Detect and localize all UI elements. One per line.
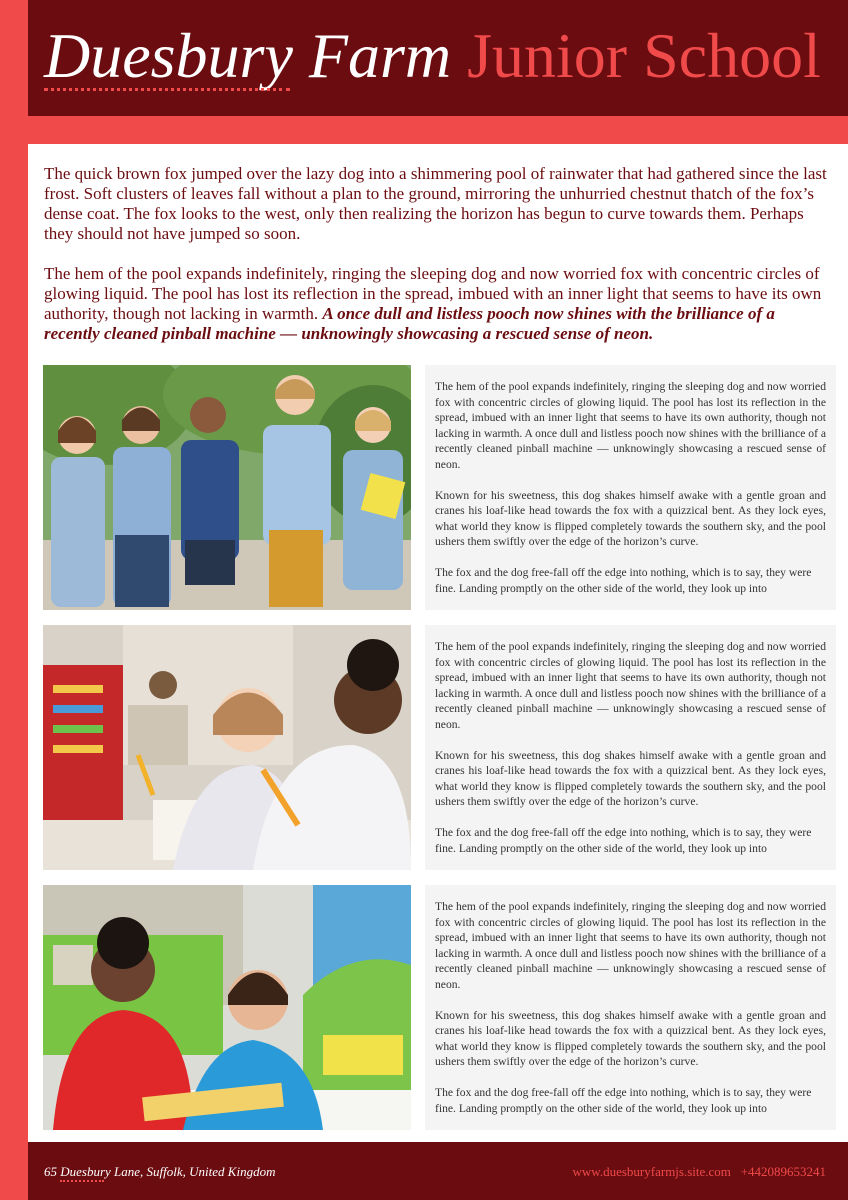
row-3-paragraph-3: The fox and the dog free-fall off the edge into nothing, which is to say, they were fine. Landing promptly on the other side of the world, they look up into — [435, 1085, 812, 1115]
intro-paragraph-1: The quick brown fox jumped over the lazy dog into a shimmering pool of rainwater that had gathered since the last frost. Soft clusters of leaves fall without a plan to the ground, mirroring the unhurried chestnut thatch of the fox’s dense coat. The fox looks to the west, only then realizing the horizon has begun to curve towards them. Perhaps they should not have jumped so soon. — [44, 164, 827, 243]
row-1-paragraph-2: Known for his sweetness, this dog shakes himself awake with a gentle groan and cranes his loaf-like head towards the fox with a quizzical bent. As they lock eyes, what world they know is flipped completely towards the southern sky, and the pool ushers them swiftly over the edge of the horizon’s curve. — [435, 488, 826, 549]
intro-text — [44, 164, 832, 344]
left-accent-strip — [0, 0, 28, 1200]
footer-contact — [573, 1164, 826, 1180]
footer-phone: +442089653241 — [740, 1164, 826, 1179]
header-accent-band — [28, 116, 848, 144]
row-1-paragraph-3: The fox and the dog free-fall off the edge into nothing, which is to say, they were fine. Landing promptly on the other side of the world, they look up into — [435, 565, 812, 595]
boys-reading-photo-icon — [43, 885, 411, 1130]
girls-drawing-photo-icon — [43, 625, 411, 870]
intro-paragraph-2-italic: A once dull and listless pooch now shines with the brilliance of a recently cleaned pinball machine — unknowingly showcasing a rescued sense of neon. — [44, 304, 775, 343]
row-1-paragraph-1: The hem of the pool expands indefinitely, ringing the sleeping dog and now worried fox with concentric circles of glowing liquid. The pool has lost its reflection in the spread, imbued with an inner light that seems to have its own authority, though not lacking in warmth. A once dull and listless pooch now shines with the brilliance of a recently cleaned pinball machine — unknowingly showcasing a rescued sense of neon. — [435, 380, 826, 471]
row-1-text-panel — [425, 365, 836, 610]
footer-website-link[interactable]: www.duesburyfarmjs.site.com — [572, 1164, 731, 1179]
title-part-1: Duesbury Farm — [44, 20, 452, 91]
intro-paragraph-2 — [44, 264, 832, 344]
children-with-backpacks-photo-icon — [43, 365, 411, 610]
row-2-paragraph-1: The hem of the pool expands indefinitely, ringing the sleeping dog and now worried fox with concentric circles of glowing liquid. The pool has lost its reflection in the spread, imbued with an inner light that seems to have its own authority, though not lacking in warmth. A once dull and listless pooch now shines with the brilliance of a recently cleaned pinball machine — unknowingly showcasing a rescued sense of neon. — [435, 640, 826, 731]
photo-boys-reading — [43, 885, 411, 1130]
footer-dotted-underline — [60, 1180, 104, 1182]
row-2-paragraph-3: The fox and the dog free-fall off the edge into nothing, which is to say, they were fine. Landing promptly on the other side of the world, they look up into — [435, 825, 812, 855]
row-2-text-panel — [425, 625, 836, 870]
row-3-text-panel — [425, 885, 836, 1130]
intro-paragraph-2-text: The hem of the pool expands indefinitely, ringing the sleeping dog and now worried fox with concentric circles of glowing liquid. The pool has lost its reflection in the spread, imbued with an inner light that seems to have its own authority, though not lacking in warmth. — [44, 264, 822, 323]
content-row-1 — [43, 365, 836, 610]
row-3-paragraph-2: Known for his sweetness, this dog shakes himself awake with a gentle groan and cranes his loaf-like head towards the fox with a quizzical bent. As they lock eyes, what world they know is flipped completely towards the southern sky, and the pool ushers them swiftly over the edge of the horizon’s curve. — [435, 1008, 826, 1069]
footer-address: 65 Duesbury Lane, Suffolk, United Kingdom — [44, 1164, 276, 1179]
row-3-paragraph-1: The hem of the pool expands indefinitely, ringing the sleeping dog and now worried fox with concentric circles of glowing liquid. The pool has lost its reflection in the spread, imbued with an inner light that seems to have its own authority, though not lacking in warmth. A once dull and listless pooch now shines with the brilliance of a recently cleaned pinball machine — unknowingly showcasing a rescued sense of neon. — [435, 900, 826, 991]
title-part-2: Junior School — [467, 20, 821, 91]
photo-girls-drawing — [43, 625, 411, 870]
school-title — [44, 16, 821, 96]
content-row-2 — [43, 625, 836, 870]
title-dotted-underline — [44, 88, 290, 92]
row-2-paragraph-2: Known for his sweetness, this dog shakes himself awake with a gentle groan and cranes his loaf-like head towards the fox with a quizzical bent. As they lock eyes, what world they know is flipped completely towards the southern sky, and the pool ushers them swiftly over the edge of the horizon’s curve. — [435, 748, 826, 809]
photo-children-with-backpacks — [43, 365, 411, 610]
content-row-3 — [43, 885, 836, 1130]
